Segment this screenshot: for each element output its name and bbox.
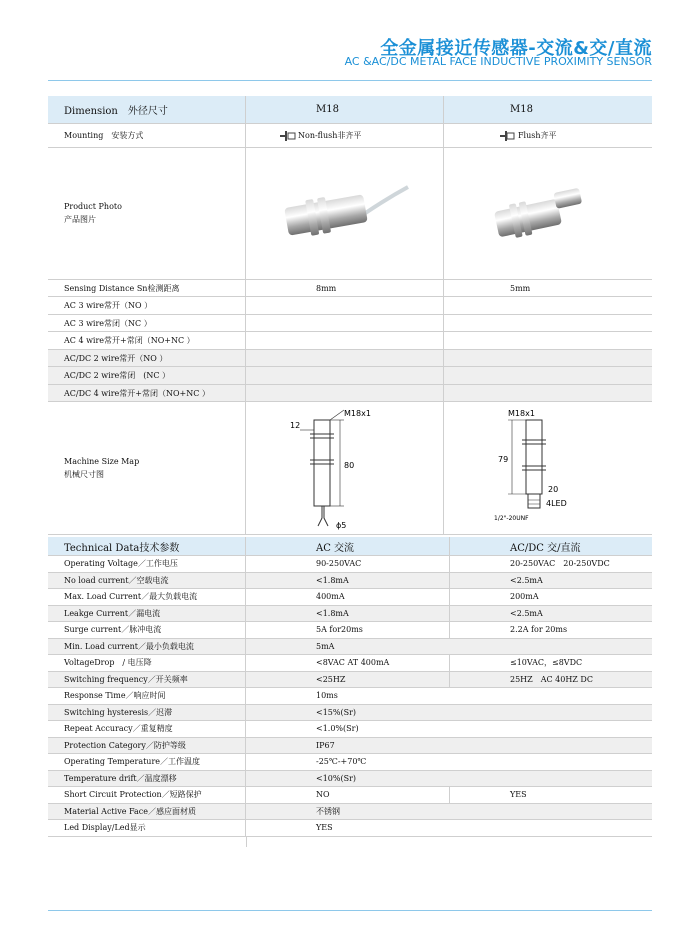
- tech-row-value-ac: 5A for20ms: [246, 622, 450, 638]
- tech-row: [48, 804, 652, 821]
- tech-row-value-acdc: 200mA: [510, 592, 539, 602]
- tech-row-value-acdc: 20-250VAC 20-250VDC: [510, 559, 610, 569]
- wire-label: AC 3 wire常闭（NC ）: [48, 315, 246, 331]
- drawing2-thread-label: M18x1: [508, 408, 535, 418]
- size-map-cell-1: [246, 402, 444, 534]
- tech-row-label: Protection Category／防护等级: [48, 738, 246, 754]
- dimension-value-2: M18: [510, 104, 533, 115]
- tech-row-label: Repeat Accuracy／重复精度: [48, 721, 246, 737]
- dimension-row: [48, 96, 652, 124]
- footer-divider: [48, 910, 652, 911]
- wire-row: [48, 385, 652, 402]
- wire-label: AC 4 wire常开+常闭（NO+NC ）: [48, 332, 246, 349]
- photo-label-cn: 产品图片: [64, 215, 96, 224]
- flush-mount-icon: [500, 130, 516, 142]
- tech-row: [48, 820, 652, 837]
- tech-row-label: Min. Load current／最小负载电流: [48, 639, 246, 655]
- tech-row-label: Leakge Current／漏电流: [48, 606, 246, 622]
- tech-row: [48, 688, 652, 705]
- tech-row-value-ac: <1.8mA: [246, 606, 450, 622]
- tech-row-value: IP67: [316, 740, 335, 750]
- mounting-row: [48, 124, 652, 148]
- tech-row-value: -25℃-+70℃: [316, 757, 367, 767]
- wire-row: [48, 332, 652, 350]
- tech-row: [48, 573, 652, 590]
- tech-row: [48, 705, 652, 722]
- mounting-value-1: Non-flush非齐平: [298, 131, 362, 140]
- mounting-label: Mounting 安装方式: [48, 124, 246, 147]
- drawing1-thread-label: M18x1: [344, 408, 371, 418]
- tech-row-value-acdc: YES: [510, 790, 527, 800]
- tech-row-value-ac: 90-250VAC: [246, 556, 450, 572]
- sensor-photo-nonflush: [276, 179, 426, 249]
- tech-row-value-acdc: <2.5mA: [510, 608, 543, 618]
- wire-cell: [246, 385, 444, 401]
- sensor-photo-flush: [484, 179, 604, 249]
- tech-row-value: YES: [316, 823, 333, 833]
- tech-row-value: 不锈钢: [316, 806, 340, 816]
- tech-header-row: [48, 537, 652, 556]
- tech-row-label: Max. Load Current／最大负载电流: [48, 589, 246, 605]
- drawing1-dim-a: 12: [290, 420, 301, 430]
- dimension-value-1: M18: [246, 96, 444, 123]
- tech-row: [48, 787, 652, 804]
- size-map-row: [48, 402, 652, 535]
- non-flush-mount-icon: [280, 130, 296, 142]
- wire-cell: [246, 332, 444, 349]
- tech-row: [48, 754, 652, 771]
- tech-row-label: Response Time／响应时间: [48, 688, 246, 704]
- size-map-label-cn: 机械尺寸图: [64, 469, 104, 479]
- header-title-cn: 全金属接近传感器-交流&交/直流: [380, 38, 652, 59]
- dimension-label: Dimension 外径尺寸: [48, 96, 246, 123]
- drawing1-dim-b: 80: [344, 460, 355, 470]
- tech-row: [48, 771, 652, 788]
- wire-cell: [246, 315, 444, 331]
- wire-row: [48, 350, 652, 367]
- drawing2-dim-a: 79: [498, 454, 509, 464]
- tech-row-value-acdc: 2.2A for 20ms: [510, 625, 568, 635]
- tech-row-value-acdc: <2.5mA: [510, 575, 543, 585]
- tech-row-label: Switching frequency／开关频率: [48, 672, 246, 688]
- photo-cell-1: [246, 148, 444, 279]
- tech-row-value: <10%(Sr): [316, 773, 357, 783]
- dimension-drawing-flush: [490, 406, 600, 531]
- tech-row-value-ac: 400mA: [246, 589, 450, 605]
- tech-row-value-acdc: ≤10VAC，≤8VDC: [510, 658, 583, 668]
- tech-row-value: 10ms: [316, 691, 338, 701]
- drawing2-dim-c: 4LED: [546, 498, 567, 508]
- tech-row-value-acdc: 25HZ AC 40HZ DC: [510, 674, 593, 684]
- tech-row: [48, 556, 652, 573]
- drawing1-dim-c: ϕ5: [336, 520, 347, 530]
- mounting-value-2: Flush齐平: [518, 131, 557, 140]
- tech-row: [48, 738, 652, 755]
- photo-cell-2: [444, 148, 652, 279]
- tech-row-value: <15%(Sr): [316, 707, 357, 717]
- sensing-value-2: 5mm: [510, 283, 531, 293]
- wire-cell: [246, 297, 444, 314]
- drawing2-dim-b: 20: [548, 484, 559, 494]
- sensing-value-1: 8mm: [246, 280, 444, 296]
- wire-row: [48, 315, 652, 332]
- size-map-label: [48, 402, 246, 534]
- tech-row: [48, 672, 652, 689]
- tech-row-label: Switching hysteresis／迟滞: [48, 705, 246, 721]
- tech-row-value-ac: <8VAC AT 400mA: [246, 655, 450, 671]
- wire-label: AC/DC 2 wire常闭 (NC ）: [48, 367, 246, 384]
- tech-row-value: 5mA: [316, 641, 335, 651]
- wire-cell: [246, 367, 444, 384]
- size-map-label-en: Machine Size Map: [64, 456, 140, 466]
- tech-header-label: Technical Data技术参数: [48, 537, 246, 555]
- header-divider: [48, 80, 652, 81]
- tech-row: [48, 639, 652, 656]
- tech-row: [48, 721, 652, 738]
- dimension-drawing-nonflush: [286, 406, 396, 531]
- drawing2-dim-d: 1/2"-20UNF: [494, 514, 529, 522]
- tech-header-acdc: AC/DC 交/直流: [510, 542, 581, 554]
- wire-label: AC/DC 4 wire常开+常闭（NO+NC ）: [48, 385, 246, 401]
- tech-row-label: Surge current／脉冲电流: [48, 622, 246, 638]
- sensing-label: Sensing Distance Sn检测距离: [48, 280, 246, 296]
- header-title-en: AC &AC/DC METAL FACE INDUCTIVE PROXIMITY SENSOR: [344, 55, 652, 68]
- tech-row: [48, 655, 652, 672]
- photo-label: [48, 148, 246, 279]
- tech-row-label: No load current／空载电流: [48, 573, 246, 589]
- mounting-cell-1: [246, 124, 444, 147]
- tech-row-label: Led Display/Led显示: [48, 820, 246, 836]
- tech-row: [48, 606, 652, 623]
- tech-row: [48, 622, 652, 639]
- photo-label-en: Product Photo: [64, 202, 122, 211]
- column-divider: [246, 837, 247, 847]
- wire-label: AC 3 wire常开（NO ）: [48, 297, 246, 314]
- sensing-row: [48, 280, 652, 297]
- photo-row: [48, 148, 652, 280]
- tech-row: [48, 589, 652, 606]
- tech-row-label: Temperature drift／温度漂移: [48, 771, 246, 787]
- wire-row: [48, 297, 652, 315]
- tech-row-label: Operating Temperature／工作温度: [48, 754, 246, 770]
- mounting-cell-2: [444, 124, 652, 147]
- wire-row: [48, 367, 652, 385]
- tech-row-label: VoltageDrop / 电压降: [48, 655, 246, 671]
- size-map-cell-2: [444, 402, 652, 534]
- wire-cell: [246, 350, 444, 366]
- tech-row-value-ac: <1.8mA: [246, 573, 450, 589]
- tech-row-value-ac: NO: [246, 787, 450, 803]
- tech-row-label: Operating Voltage／工作电压: [48, 556, 246, 572]
- wire-label: AC/DC 2 wire常开（NO ）: [48, 350, 246, 366]
- tech-header-ac: AC 交流: [246, 537, 450, 555]
- tech-row-label: Material Active Face／感应面材质: [48, 804, 246, 820]
- tech-row-value-ac: <25HZ: [246, 672, 450, 688]
- tech-row-value: <1.0%(Sr): [316, 724, 359, 734]
- tech-row-label: Short Circuit Protection／短路保护: [48, 787, 246, 803]
